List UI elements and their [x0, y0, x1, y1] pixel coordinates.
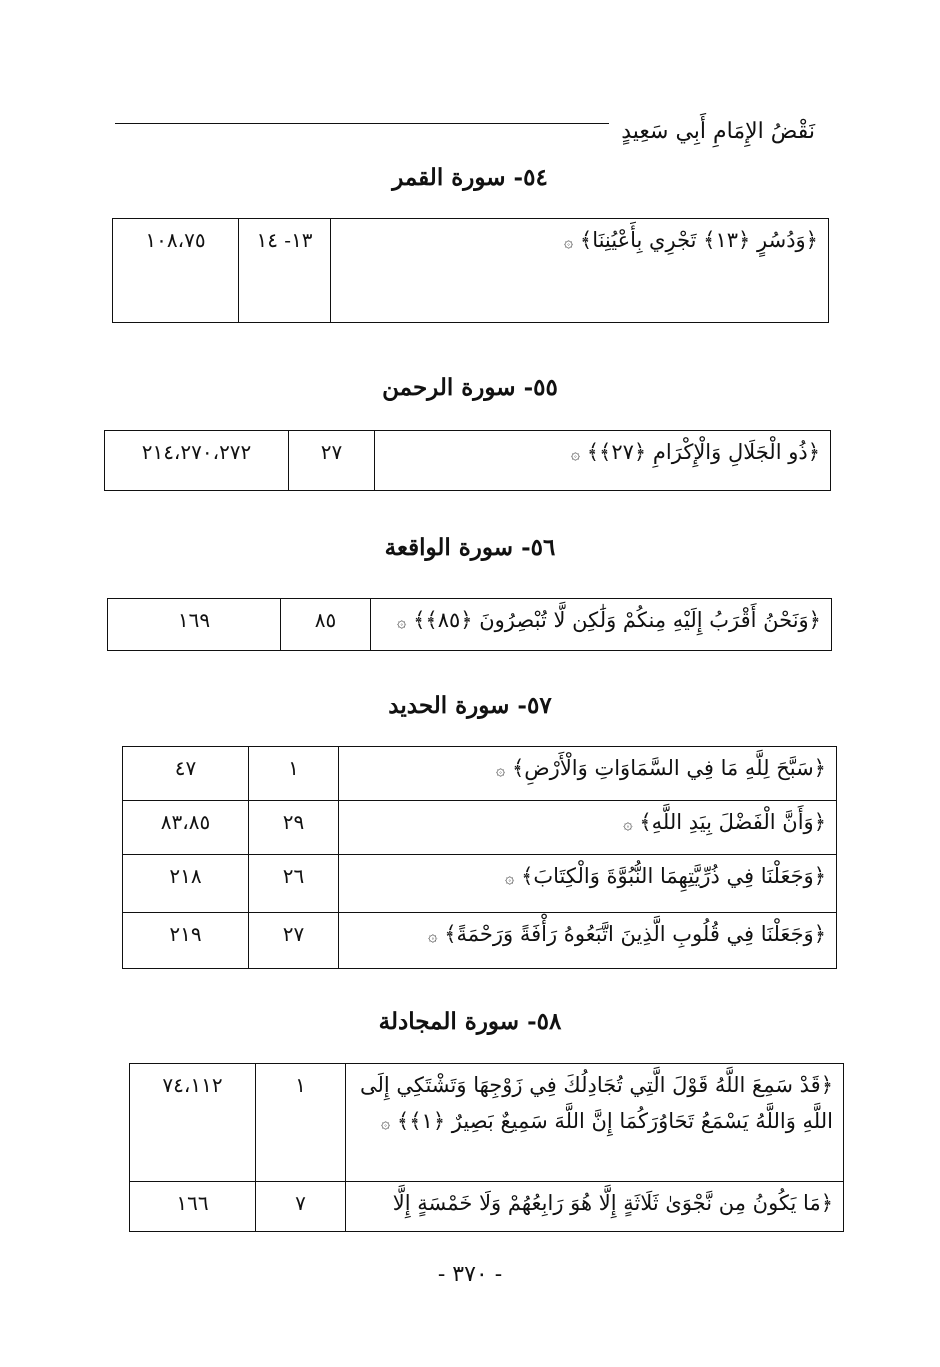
verse-text: ﴿وَجَعَلْنَا فِي قُلُوبِ الَّذِينَ اتَّبَعُوهُ رَأْفَةً وَرَحْمَةً﴾ ۞: [339, 913, 837, 969]
header-rule: [115, 123, 609, 124]
page-refs: ٢١٤،٢٧٠،٢٧٢: [105, 431, 289, 491]
verse-ornament-icon: ۞: [428, 926, 438, 945]
verse-text: ﴿وَنَحْنُ أَقْرَبُ إِلَيْهِ مِنكُمْ وَلَٰكِن لَّا تُبْصِرُونَ ﴿٨٥﴾﴾ ۞: [371, 599, 832, 651]
page-refs: ٢١٨: [123, 855, 249, 913]
ayah-number: ٢٧: [249, 913, 339, 969]
table-row: [105, 431, 831, 491]
ayah-number: ٢٩: [249, 801, 339, 855]
page-refs: ٢١٩: [123, 913, 249, 969]
verse-ornament-icon: ۞: [397, 612, 407, 631]
table-row: [113, 219, 829, 323]
page-refs: ٤٧: [123, 747, 249, 801]
verse-table-58: [129, 1063, 844, 1232]
table-row: [123, 747, 837, 801]
page-number: - ٣٧٠ -: [437, 1262, 503, 1287]
ayah-number: ٧: [256, 1182, 346, 1232]
verse-table-57: [122, 746, 837, 969]
verse-table-55: [104, 430, 831, 491]
verse-ornament-icon: ۞: [380, 1112, 391, 1132]
verse-table-54: [112, 218, 829, 323]
page-refs: ١٠٨،٧٥: [113, 219, 239, 323]
verse-text: ﴿وَجَعَلْنَا فِي ذُرِّيَّتِهِمَا النُّبُوَّةَ وَالْكِتَابَ﴾ ۞: [339, 855, 837, 913]
ayah-number: ٢٧: [289, 431, 375, 491]
verse-ornament-icon: ۞: [623, 814, 633, 833]
page-refs: ٧٤،١١٢: [130, 1064, 256, 1182]
verse-ornament-icon: ۞: [505, 868, 515, 887]
verse-text: ﴿سَبَّحَ لِلَّهِ مَا فِي السَّمَاوَاتِ وَالْأَرْضِ﴾ ۞: [339, 747, 837, 801]
surah-title-55: ٥٥- سورة الرحمن: [382, 374, 558, 401]
table-row: [130, 1182, 844, 1232]
verse-ornament-icon: ۞: [563, 232, 574, 251]
verse-table-56: [107, 598, 832, 651]
table-row: [130, 1064, 844, 1182]
page-header: [115, 90, 815, 150]
ayah-number: ٨٥: [281, 599, 371, 651]
surah-title-54: ٥٤- سورة القمر: [392, 164, 548, 191]
verse-text: ﴿قَدْ سَمِعَ اللَّهُ قَوْلَ الَّتِي تُجَادِلُكَ فِي زَوْجِهَا وَتَشْتَكِي إِلَى اللَّهِ وَاللَّهُ يَسْمَعُ تَحَاوُرَكُمَا إِنَّ اللَّهَ سَمِيعٌ بَصِيرٌ ﴿١﴾﴾ ۞: [346, 1064, 844, 1182]
verse-text: ﴿مَا يَكُونُ مِن نَّجْوَىٰ ثَلَاثَةٍ إِلَّا هُوَ رَابِعُهُمْ وَلَا خَمْسَةٍ إِلَّا: [346, 1182, 844, 1232]
ayah-number: ١: [256, 1064, 346, 1182]
surah-title-56: ٥٦- سورة الواقعة: [384, 534, 556, 561]
surah-title-58: ٥٨- سورة المجادلة: [378, 1008, 562, 1035]
ayah-number: ١٣- ١٤: [239, 219, 331, 323]
verse-text: ﴿وَأَنَّ الْفَضْلَ بِيَدِ اللَّهِ﴾ ۞: [339, 801, 837, 855]
table-row: [123, 801, 837, 855]
verse-ornament-icon: ۞: [495, 760, 506, 779]
verse-ornament-icon: ۞: [570, 444, 581, 463]
page-refs: ١٦٦: [130, 1182, 256, 1232]
table-row: [108, 599, 832, 651]
ayah-number: ٢٦: [249, 855, 339, 913]
verse-text: ﴿ذُو الْجَلَالِ وَالْإِكْرَامِ ﴿٢٧﴾﴾ ۞: [375, 431, 831, 491]
ayah-number: ١: [249, 747, 339, 801]
surah-title-57: ٥٧- سورة الحديد: [388, 692, 552, 719]
page-refs: ٨٣،٨٥: [123, 801, 249, 855]
verse-text: ﴿وَدُسُرٍ ﴿١٣﴾ تَجْرِي بِأَعْيُنِنَا﴾ ۞: [331, 219, 829, 323]
book-title: نَقْضُ الإِمَامِ أَبِي سَعِيدٍ: [621, 119, 815, 144]
table-row: [123, 913, 837, 969]
table-row: [123, 855, 837, 913]
page-refs: ١٦٩: [108, 599, 281, 651]
